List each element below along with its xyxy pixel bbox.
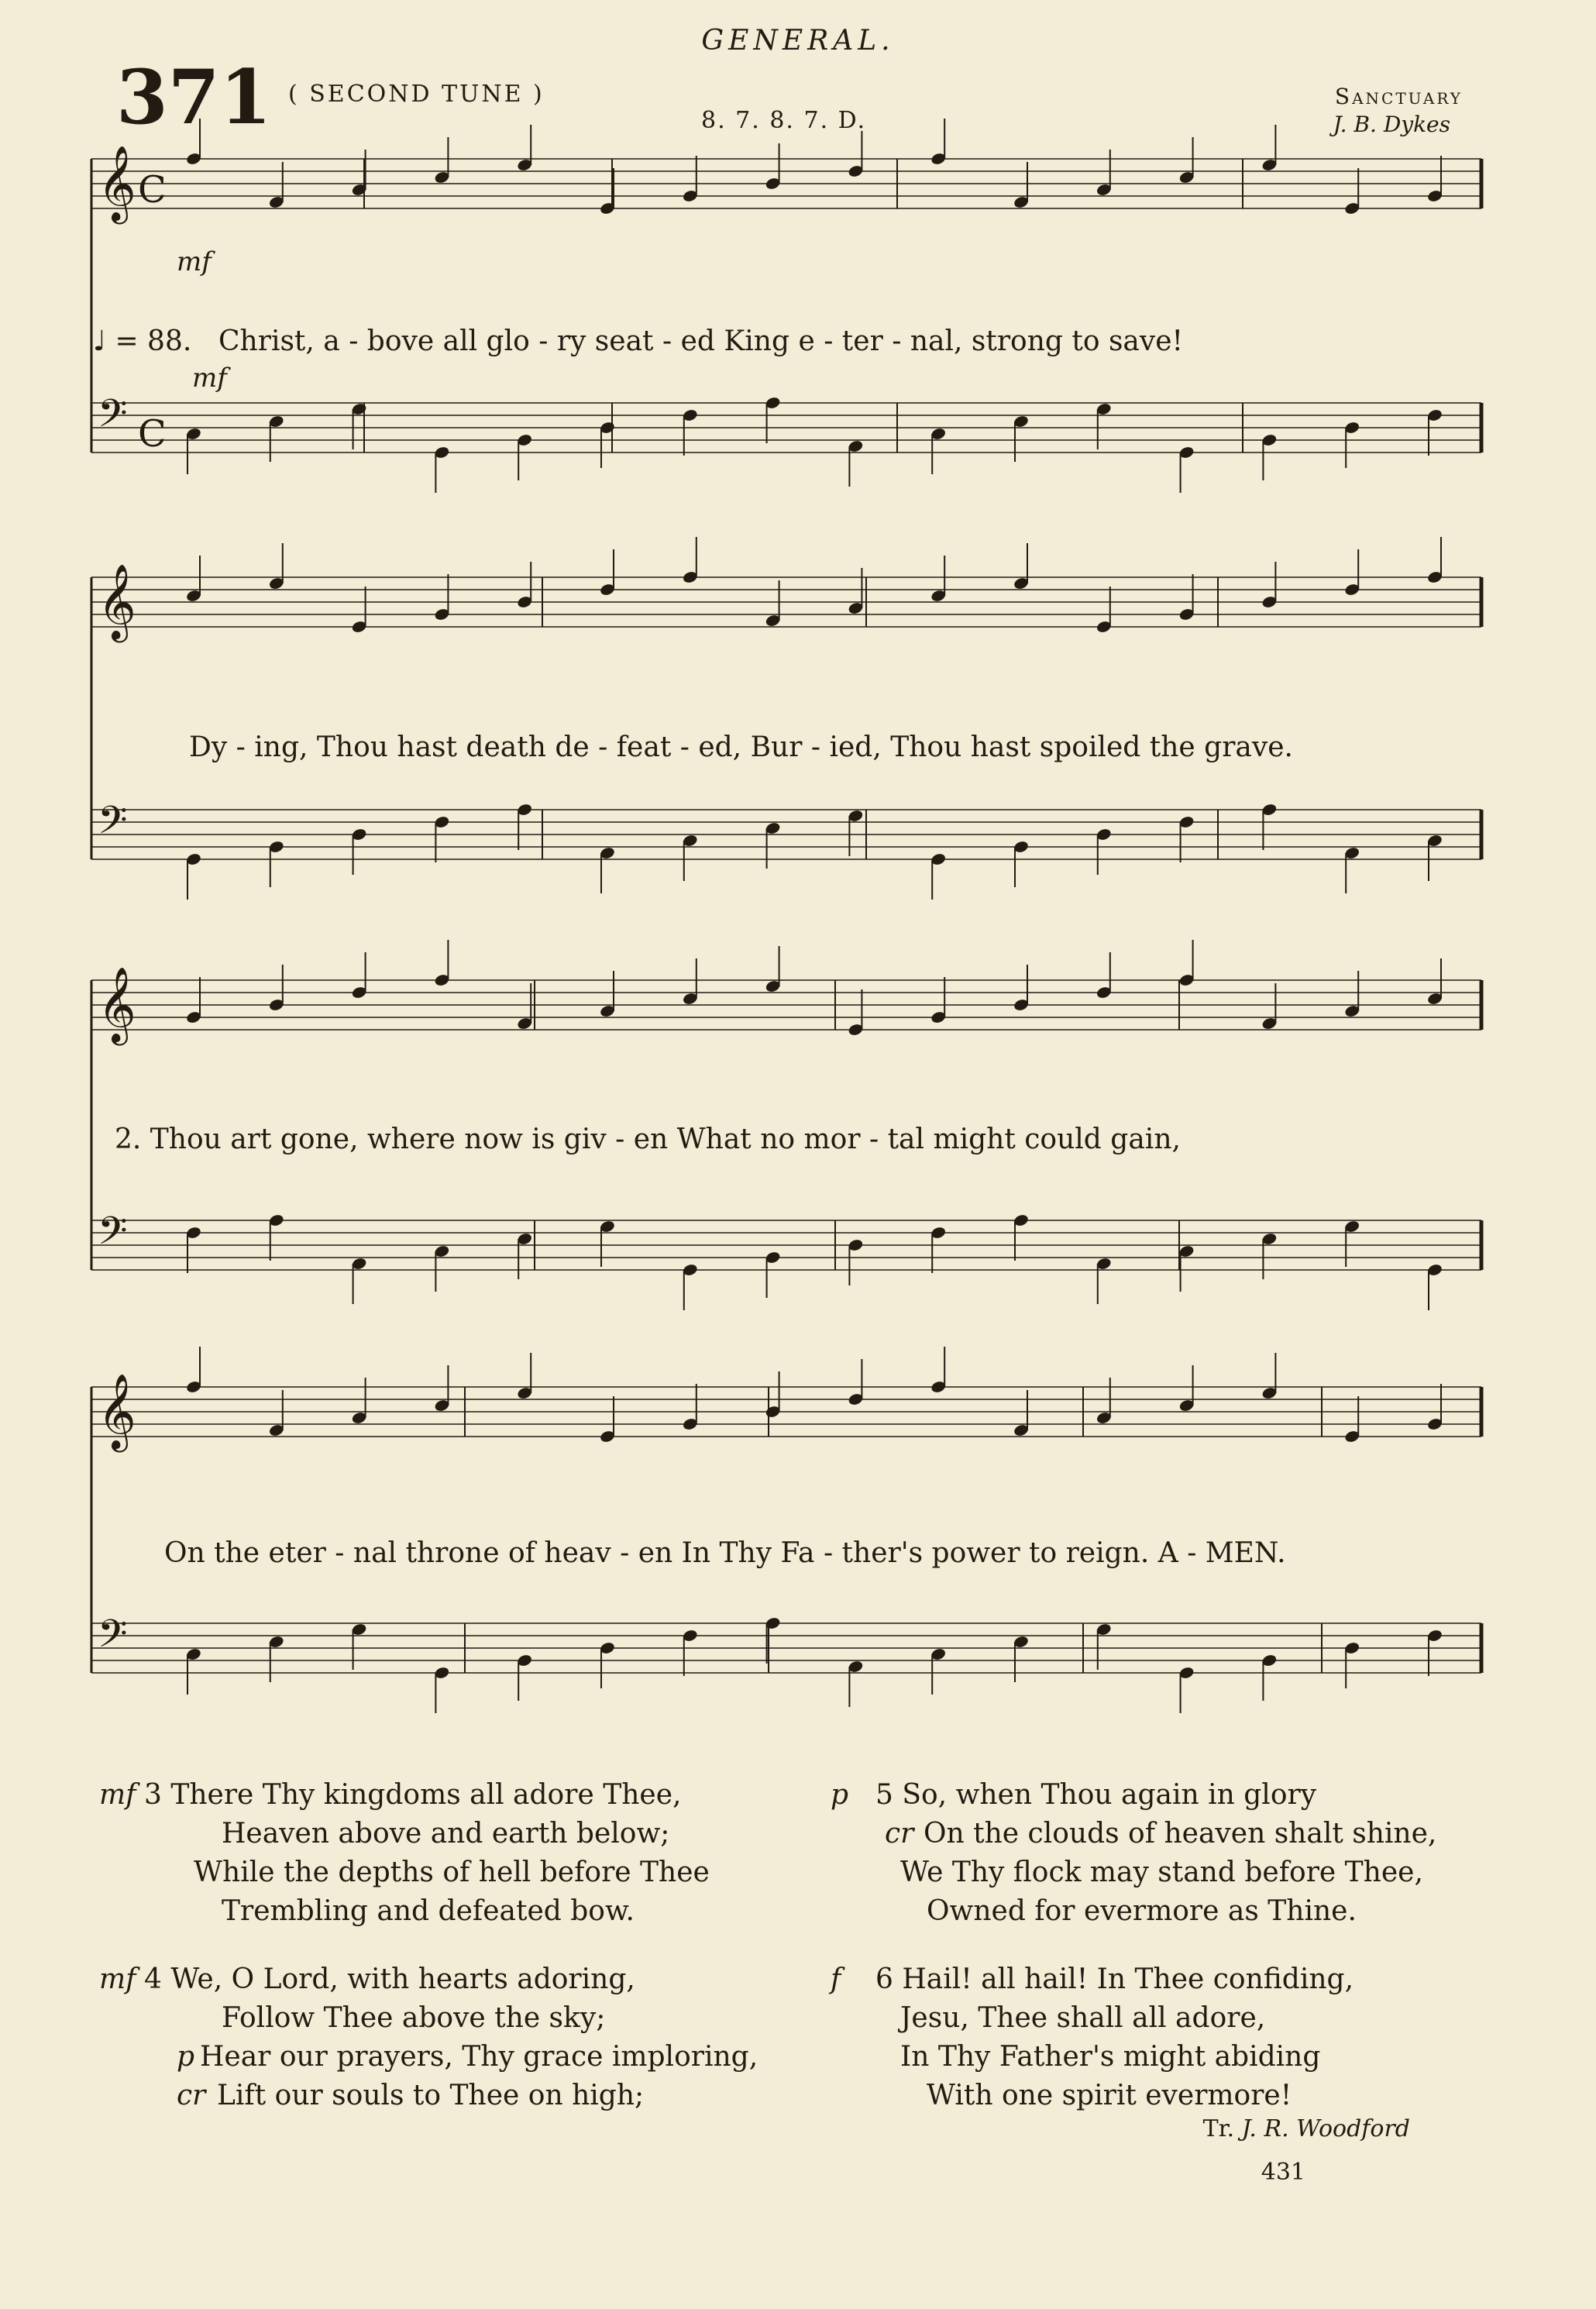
common-time-bass: C [138,412,167,456]
verse-4: mf 4 We, O Lord, with hearts adoring, Follow Thee above the sky; p Hear our prayers, Thy grace imploring, cr Lift our souls to Thee on high; [99,1963,758,2111]
bass-clef-icon: 𝄢 [98,1612,128,1666]
hymn-number: 371 [116,53,272,141]
tune-name: Sanctuary [1334,84,1463,109]
quarter-note-icon: ♩ [93,325,106,357]
treble-clef-icon: 𝄞 [98,563,136,639]
translator-credit: Tr. J. R. Woodford [1202,2115,1410,2142]
composer: J. B. Dykes [1333,112,1450,137]
dynamic-treble: mf [177,246,212,277]
bass-clef-icon: 𝄢 [98,391,128,446]
verse-6: f 6 Hail! all hail! In Thee confiding, Jesu, Thee shall all adore, In Thy Father's might abiding With one spirit evermore! [831,1963,1354,2111]
lyric-line-4: On the eter - nal throne of heav - en In Thy Fa - ther's power to reign. A - MEN. [164,1537,1286,1569]
treble-clef-icon: 𝄞 [98,1373,136,1449]
verses-right-column [831,1776,1436,2115]
verses-left-column [99,1776,758,2115]
verse-5: p 5 So, when Thou again in glory cr On the clouds of heaven shalt shine, We Thy flock may stand before Thee, Owned for evermore as Thine. [831,1779,1437,1927]
treble-clef-icon: 𝄞 [98,966,136,1042]
verse-3: mf 3 There Thy kingdoms all adore Thee, Heaven above and earth below; While the depths of hell before Thee Trembling and defeated bow. [99,1779,710,1927]
bass-clef-icon: 𝄢 [98,1209,128,1263]
bass-clef-icon: 𝄢 [98,798,128,852]
running-title: GENERAL. [701,25,895,57]
lyric-line-1: Christ, a - bove all glo - ry seat - ed King e - ter - nal, strong to save! [218,325,1184,357]
page-number: 431 [1261,2159,1305,2186]
meter: 8. 7. 8. 7. D. [701,107,867,134]
lyric-line-2: Dy - ing, Thou hast death de - feat - ed, Bur - ied, Thou hast spoiled the grave. [189,731,1293,763]
dynamic-bass: mf [192,363,227,394]
common-time-treble: C [138,168,167,212]
lyric-line-3: 2. Thou art gone, where now is giv - en What no mor - tal might could gain, [115,1124,1181,1155]
tempo-marking: ♩ = 88. [93,325,192,357]
tune-label: ( SECOND TUNE ) [288,81,545,108]
treble-clef-icon: 𝄞 [98,145,136,221]
